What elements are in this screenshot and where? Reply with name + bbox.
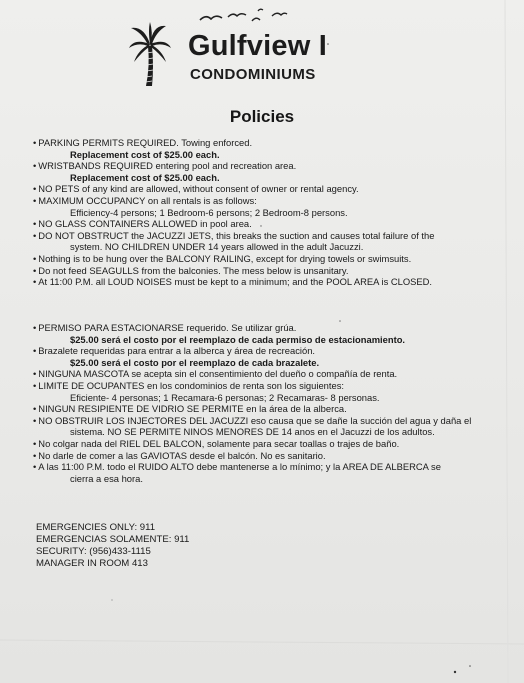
- contact-list: [36, 522, 189, 570]
- bullet-icon: •: [33, 437, 37, 449]
- english-policies: [33, 137, 493, 288]
- seagulls-icon: [198, 6, 288, 28]
- policy-line: [33, 276, 493, 288]
- policy-text: NINGUN RESIPIENTE DE VIDRIO SE PERMITE en la área de la alberca.: [38, 403, 347, 415]
- policy-line: [33, 403, 493, 415]
- policy-text: cierra a esa hora.: [70, 472, 143, 484]
- bullet-icon: •: [33, 229, 37, 241]
- policy-text: system. NO CHILDREN UNDER 14 years allowed in the adult Jacuzzi.: [70, 241, 364, 253]
- policy-line: [33, 345, 493, 357]
- policy-text: PARKING PERMITS REQUIRED. Towing enforced.: [38, 137, 253, 148]
- policy-line: [33, 265, 493, 277]
- policy-text: $25.00 será el costo por el reemplazo de cada brazalete.: [70, 356, 320, 368]
- brand-subtitle: CONDOMINIUMS: [190, 66, 316, 83]
- bullet-icon: •: [33, 368, 37, 380]
- bullet-icon: •: [33, 345, 37, 357]
- bullet-icon: •: [33, 461, 37, 473]
- policy-text: NO OBSTRUIR LOS INJECTORES DEL JACUZZI eso causa que se dañe la succión del agua y daña el: [38, 414, 472, 426]
- policy-text: LIMITE DE OCUPANTES en los condominios de renta son los siguientes:: [38, 379, 344, 391]
- policy-text: NO GLASS CONTAINERS ALLOWED in pool area.: [38, 218, 252, 230]
- contact-line: EMERGENCIES ONLY: 911: [36, 522, 156, 533]
- policy-line: [33, 415, 493, 427]
- bullet-icon: •: [33, 183, 37, 195]
- policy-text: PERMISO PARA ESTACIONARSE requerido. Se utilizar grúa.: [38, 322, 297, 333]
- policy-line: [33, 392, 493, 404]
- policy-text: Replacement cost of $25.00 each.: [70, 148, 220, 160]
- policy-line: [33, 137, 493, 149]
- bullet-icon: •: [33, 194, 37, 206]
- bullet-icon: •: [33, 218, 37, 230]
- policy-text: $25.00 será el costo por el reemplazo de cada permiso de estacionamiento.: [70, 333, 406, 345]
- policy-line: [33, 322, 493, 334]
- policy-line: [33, 230, 493, 242]
- policy-text: WRISTBANDS REQUIRED entering pool and recreation area.: [38, 160, 297, 172]
- policy-text: Brazalete requeridas para entrar a la alberca y área de recreación.: [38, 345, 316, 357]
- policy-line: [33, 450, 493, 462]
- bullet-icon: •: [33, 449, 37, 461]
- contact-line: MANAGER IN ROOM 413: [36, 558, 148, 569]
- brand-name: Gulfview I: [188, 30, 327, 62]
- policy-line: [33, 207, 493, 219]
- policy-line: [33, 149, 493, 161]
- policy-line: [33, 183, 493, 195]
- palm-tree-icon: [128, 20, 172, 88]
- bullet-icon: •: [33, 379, 37, 391]
- contact-line: SECURITY: (956)433-1115: [36, 546, 151, 557]
- policy-line: [33, 461, 493, 473]
- policy-line: [33, 172, 493, 184]
- policy-text: Replacement cost of $25.00 each.: [70, 171, 220, 183]
- policy-text: Nothing is to be hung over the BALCONY RAILING, except for drying towels or swimsuits.: [38, 252, 412, 264]
- contact-line: EMERGENCIAS SOLAMENTE: 911: [36, 534, 190, 545]
- bullet-icon: •: [33, 264, 37, 276]
- policy-text: NO PETS of any kind are allowed, without consent of owner or rental agency.: [38, 183, 359, 195]
- policy-line: [33, 438, 493, 450]
- policy-line: [33, 357, 493, 369]
- page-title: Policies: [229, 107, 295, 126]
- bullet-icon: •: [33, 137, 37, 148]
- policy-text: sistema. NO SE PERMITE NINOS MENORES DE 14 anos en el Jacuzzi de los adultos.: [70, 426, 435, 438]
- policy-line: [33, 334, 493, 346]
- policy-text: DO NOT OBSTRUCT the JACUZZI JETS, this breaks the suction and causes total failure of the: [38, 229, 435, 241]
- policy-text: A las 11:00 P.M. todo el RUIDO ALTO debe mantenerse a lo mínimo; y la AREA DE ALBERCA se: [38, 461, 441, 473]
- policy-text: Eficiente- 4 personas; 1 Recamara-6 personas; 2 Recamaras- 8 personas.: [70, 391, 380, 403]
- policy-text: Efficiency-4 persons; 1 Bedroom-6 persons; 2 Bedroom-8 persons.: [70, 206, 348, 218]
- policy-line: [33, 241, 493, 253]
- policy-text: No darle de comer a las GAVIOTAS desde el balcón. No es sanitario.: [38, 449, 326, 461]
- policy-text: No colgar nada del RIEL DEL BALCON, solamente para secar toallas o trajes de baño.: [38, 437, 400, 449]
- bullet-icon: •: [33, 403, 37, 415]
- bullet-icon: •: [33, 252, 37, 264]
- policy-line: [33, 368, 493, 380]
- policy-text: MAXIMUM OCCUPANCY on all rentals is as follows:: [38, 194, 257, 206]
- brand-header: [128, 6, 398, 86]
- bullet-icon: •: [33, 160, 37, 172]
- bullet-icon: •: [33, 414, 37, 426]
- policy-line: [33, 473, 493, 485]
- bullet-icon: •: [33, 276, 37, 288]
- policy-line: [33, 218, 493, 230]
- bullet-icon: •: [33, 322, 37, 333]
- policy-line: [33, 253, 493, 265]
- spanish-policies: [33, 322, 493, 484]
- policy-line: [33, 160, 493, 172]
- policy-line: [33, 195, 493, 207]
- policy-text: At 11:00 P.M. all LOUD NOISES must be kept to a minimum; and the POOL AREA is CLOSED.: [38, 276, 433, 288]
- policy-text: NINGUNA MASCOTA se acepta sin el consentimiento del dueño o compañía de renta.: [38, 368, 398, 380]
- policy-text: Do not feed SEAGULLS from the balconies. The mess below is unsanitary.: [38, 264, 349, 276]
- policy-line: [33, 426, 493, 438]
- policy-line: [33, 380, 493, 392]
